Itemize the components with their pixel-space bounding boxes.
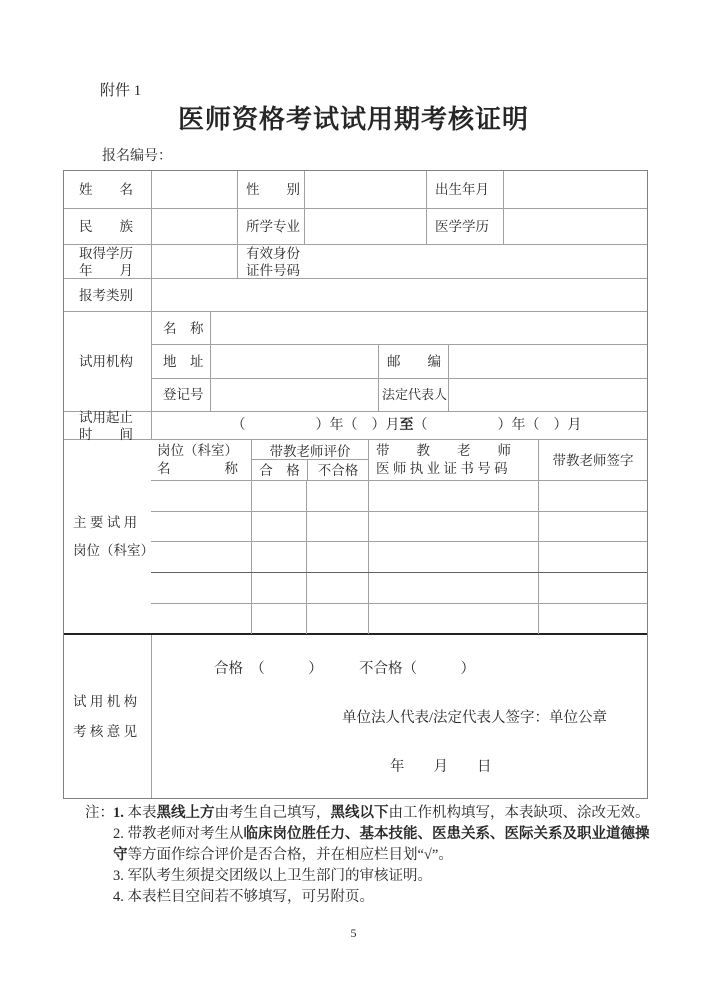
basic-info-row-4 <box>64 278 647 311</box>
cert-number-cell <box>368 573 538 603</box>
postcode-value-cell <box>448 345 647 377</box>
position-name-header: 岗位（科室） 名 称 <box>157 443 238 476</box>
registration-number-label: 报名编号： <box>102 149 172 164</box>
name-label: 姓 名 <box>79 182 133 197</box>
major-label: 所学专业 <box>237 209 304 244</box>
birth-label: 出生年月 <box>426 171 503 208</box>
institution-section <box>64 311 647 411</box>
teacher-evaluation-header-group <box>251 440 368 480</box>
pass-cell <box>251 542 306 572</box>
cert-number-cell <box>368 512 538 541</box>
positions-section-label: 主 要 试 用 岗位（科室） <box>73 514 154 558</box>
assessment-date-line: 年 月 日 <box>390 759 492 775</box>
assessment-opinion-section <box>64 633 647 798</box>
pass-cell <box>251 604 306 634</box>
institution-subtable <box>151 312 647 411</box>
position-row-1 <box>151 480 647 511</box>
position-name-cell <box>151 604 251 634</box>
id-number-value-cell <box>304 245 647 278</box>
fail-cell <box>306 481 368 511</box>
position-row-2 <box>151 511 647 541</box>
assessment-form-table <box>63 170 648 799</box>
positions-section <box>64 439 647 633</box>
gender-value-cell <box>304 171 426 208</box>
institution-section-label: 试用机构 <box>79 354 133 369</box>
fail-cell <box>306 512 368 541</box>
page-title: 医师资格考试试用期考核证明 <box>177 105 529 134</box>
basic-info-row-1 <box>64 171 647 208</box>
birth-value-cell <box>503 171 647 208</box>
notes-label: 注： <box>85 805 114 821</box>
teacher-certificate-header: 带 教 老 师 医 师 执 业 证 书 号 码 <box>368 440 538 480</box>
ethnicity-label: 民 族 <box>79 219 133 234</box>
position-name-cell <box>151 512 251 541</box>
signature-cell <box>538 604 647 634</box>
medical-education-value-cell <box>503 209 647 244</box>
postcode-label: 邮 编 <box>378 345 448 377</box>
position-name-cell <box>151 573 251 603</box>
footnotes <box>85 803 650 908</box>
pass-cell <box>251 512 306 541</box>
gender-label: 性 别 <box>237 171 304 208</box>
teacher-signature-header: 带教老师签字 <box>538 440 647 480</box>
cert-number-cell <box>368 604 538 634</box>
institution-address-value-cell <box>210 345 378 377</box>
institution-registration-row <box>151 378 647 411</box>
ethnicity-value-cell <box>151 209 237 244</box>
pass-cell <box>251 481 306 511</box>
assessment-pass-fail-line: 合格 （ ） 不合格（ ） <box>214 661 475 677</box>
major-value-cell <box>304 209 426 244</box>
degree-date-label: 取得学历 年 月 <box>79 245 133 278</box>
position-row-3 <box>151 541 647 572</box>
signature-cell <box>538 481 647 511</box>
institution-name-label: 名 称 <box>151 312 210 344</box>
positions-subtable <box>151 440 647 633</box>
position-row-5 <box>151 603 647 634</box>
attachment-label: 附件 1 <box>100 83 142 99</box>
positions-header-row <box>151 440 647 480</box>
exam-category-label: 报考类别 <box>79 287 133 303</box>
legal-representative-label: 法定代表人 <box>378 379 448 411</box>
registration-label: 登记号 <box>151 379 210 411</box>
probation-period-label: 试用起止 时 间 <box>79 409 133 442</box>
assessment-opinion-content <box>151 635 647 798</box>
signature-cell <box>538 542 647 572</box>
evaluation-subheader-row <box>252 460 368 480</box>
page-number: 5 <box>350 926 357 940</box>
assessment-signature-line: 单位法人代表/法定代表人签字：单位公章 <box>342 710 608 726</box>
fail-cell <box>306 573 368 603</box>
institution-name-row <box>151 312 647 344</box>
position-name-cell <box>151 481 251 511</box>
probation-period-row <box>64 409 647 442</box>
note-1: 1. 本表黑线上方由考生自己填写，黑线以下由工作机构填写，本表缺项、涂改无效。 <box>113 805 650 821</box>
position-row-4 <box>151 572 647 603</box>
institution-address-label: 地 址 <box>151 345 210 377</box>
signature-cell <box>538 512 647 541</box>
institution-address-row <box>151 344 647 377</box>
registration-value-cell <box>210 379 378 411</box>
assessment-opinion-label: 试 用 机 构 考 核 意 见 <box>73 693 138 739</box>
cert-number-cell <box>368 481 538 511</box>
pass-cell <box>251 573 306 603</box>
name-value-cell <box>151 171 237 208</box>
note-3: 3. 军队考生须提交团级以上卫生部门的审核证明。 <box>113 868 432 884</box>
fail-cell <box>306 604 368 634</box>
degree-date-value-cell <box>151 245 237 278</box>
basic-info-row-3 <box>64 244 647 278</box>
exam-category-value-cell <box>151 279 647 311</box>
fail-header: 不合格 <box>307 460 368 480</box>
legal-representative-value-cell <box>448 379 647 411</box>
teacher-evaluation-header: 带教老师评价 <box>252 440 368 460</box>
probation-period-value: （ ）年（ ）月 至 （ ）年（ ）月 <box>151 412 647 439</box>
cert-number-cell <box>368 542 538 572</box>
note-2: 2. 带教老师对考生从临床岗位胜任力、基本技能、医患关系、医际关系及职业道德操守等方面作综合评价是否合格，并在相应栏目划“√”。 <box>113 826 650 863</box>
notes-body <box>113 803 650 908</box>
fail-cell <box>306 542 368 572</box>
position-name-cell <box>151 542 251 572</box>
pass-header: 合 格 <box>259 462 300 478</box>
signature-cell <box>538 573 647 603</box>
note-4: 4. 本表栏目空间若不够填写，可另附页。 <box>113 889 374 905</box>
id-number-label: 有效身份 证件号码 <box>237 245 304 278</box>
medical-education-label: 医学学历 <box>426 209 503 244</box>
institution-name-value-cell <box>210 312 647 344</box>
basic-info-row-2 <box>64 208 647 244</box>
